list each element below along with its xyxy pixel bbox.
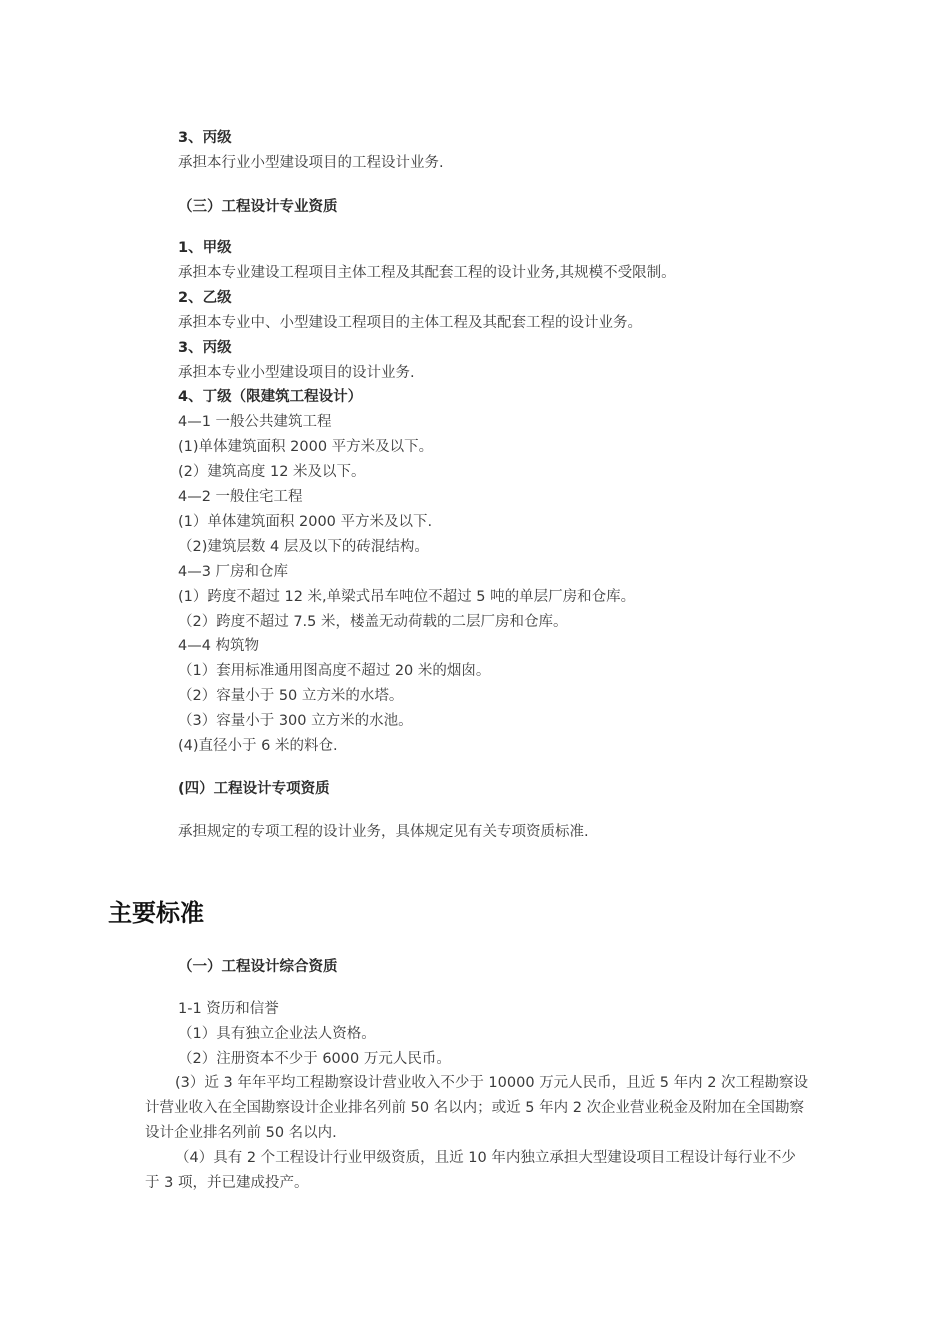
section-4-text: 承担规定的专项工程的设计业务，具体规定见有关专项资质标准. [178, 824, 589, 840]
grade-c-title: 3、丙级 [178, 130, 232, 146]
section-3-grade-b-text: 承担本专业中、小型建设工程项目的主体工程及其配套工程的设计业务。 [178, 315, 642, 331]
section-3-title: （三）工程设计专业资质 [178, 199, 338, 215]
standards-item-1: （1）具有独立企业法人资格。 [178, 1026, 376, 1042]
list-item: （3）容量小于 300 立方米的水池。 [178, 713, 413, 729]
section-3-grade-d-title: 4、丁级（限建筑工程设计） [178, 389, 363, 405]
section-3-grade-b-title: 2、乙级 [178, 290, 232, 306]
standards-paragraphs [145, 1071, 810, 1196]
list-item: 4—2 一般住宅工程 [178, 489, 303, 505]
list-item: 4—4 构筑物 [178, 638, 260, 654]
section-4-title: (四）工程设计专项资质 [178, 781, 330, 797]
list-item: (1）单体建筑面积 2000 平方米及以下. [178, 514, 433, 530]
section-3-grade-c-title: 3、丙级 [178, 340, 232, 356]
standards-item-4: （4）具有 2 个工程设计行业甲级资质，且近 10 年内独立承担大型建设项目工程设计每行业不少于 3 项，并已建成投产。 [145, 1150, 796, 1191]
list-item: （2)建筑层数 4 层及以下的砖混结构。 [178, 539, 429, 555]
list-item: (1）跨度不超过 12 米,单梁式吊车吨位不超过 5 吨的单层厂房和仓库。 [178, 589, 636, 605]
list-item: 4—1 一般公共建筑工程 [178, 414, 332, 430]
list-item: （1）套用标准通用图高度不超过 20 米的烟囱。 [178, 663, 491, 679]
standards-item-3: (3）近 3 年年平均工程勘察设计营业收入不少于 10000 万元人民币，且近 5 年内 2 次工程勘察设计营业收入在全国勘察设计企业排名列前 50 名以内；或近 5 年内 2 次企业营业税金及附加在全国勘察设计企业排名列前 50 名以内. [145, 1075, 809, 1141]
list-item: 4—3 厂房和仓库 [178, 564, 289, 580]
grade-c-text: 承担本行业小型建设项目的工程设计业务. [178, 155, 444, 171]
list-item: （2）跨度不超过 7.5 米，楼盖无动荷载的二层厂房和仓库。 [178, 614, 568, 630]
standards-item-2: （2）注册资本不少于 6000 万元人民币。 [178, 1051, 451, 1067]
list-item: (1)单体建筑面积 2000 平方米及以下。 [178, 439, 434, 455]
main-standards-heading: 主要标准 [108, 899, 204, 927]
section-3-grade-a-title: 1、甲级 [178, 240, 232, 256]
list-item: （2）容量小于 50 立方米的水塔。 [178, 688, 404, 704]
list-item: (2）建筑高度 12 米及以下。 [178, 464, 366, 480]
standards-sub-title: （一）工程设计综合资质 [178, 959, 338, 975]
standards-item-title: 1-1 资历和信誉 [178, 1001, 279, 1017]
section-3-grade-c-text: 承担本专业小型建设项目的设计业务. [178, 365, 415, 381]
list-item: (4)直径小于 6 米的料仓. [178, 738, 338, 754]
section-3-grade-a-text: 承担本专业建设工程项目主体工程及其配套工程的设计业务,其规模不受限制。 [178, 265, 676, 281]
